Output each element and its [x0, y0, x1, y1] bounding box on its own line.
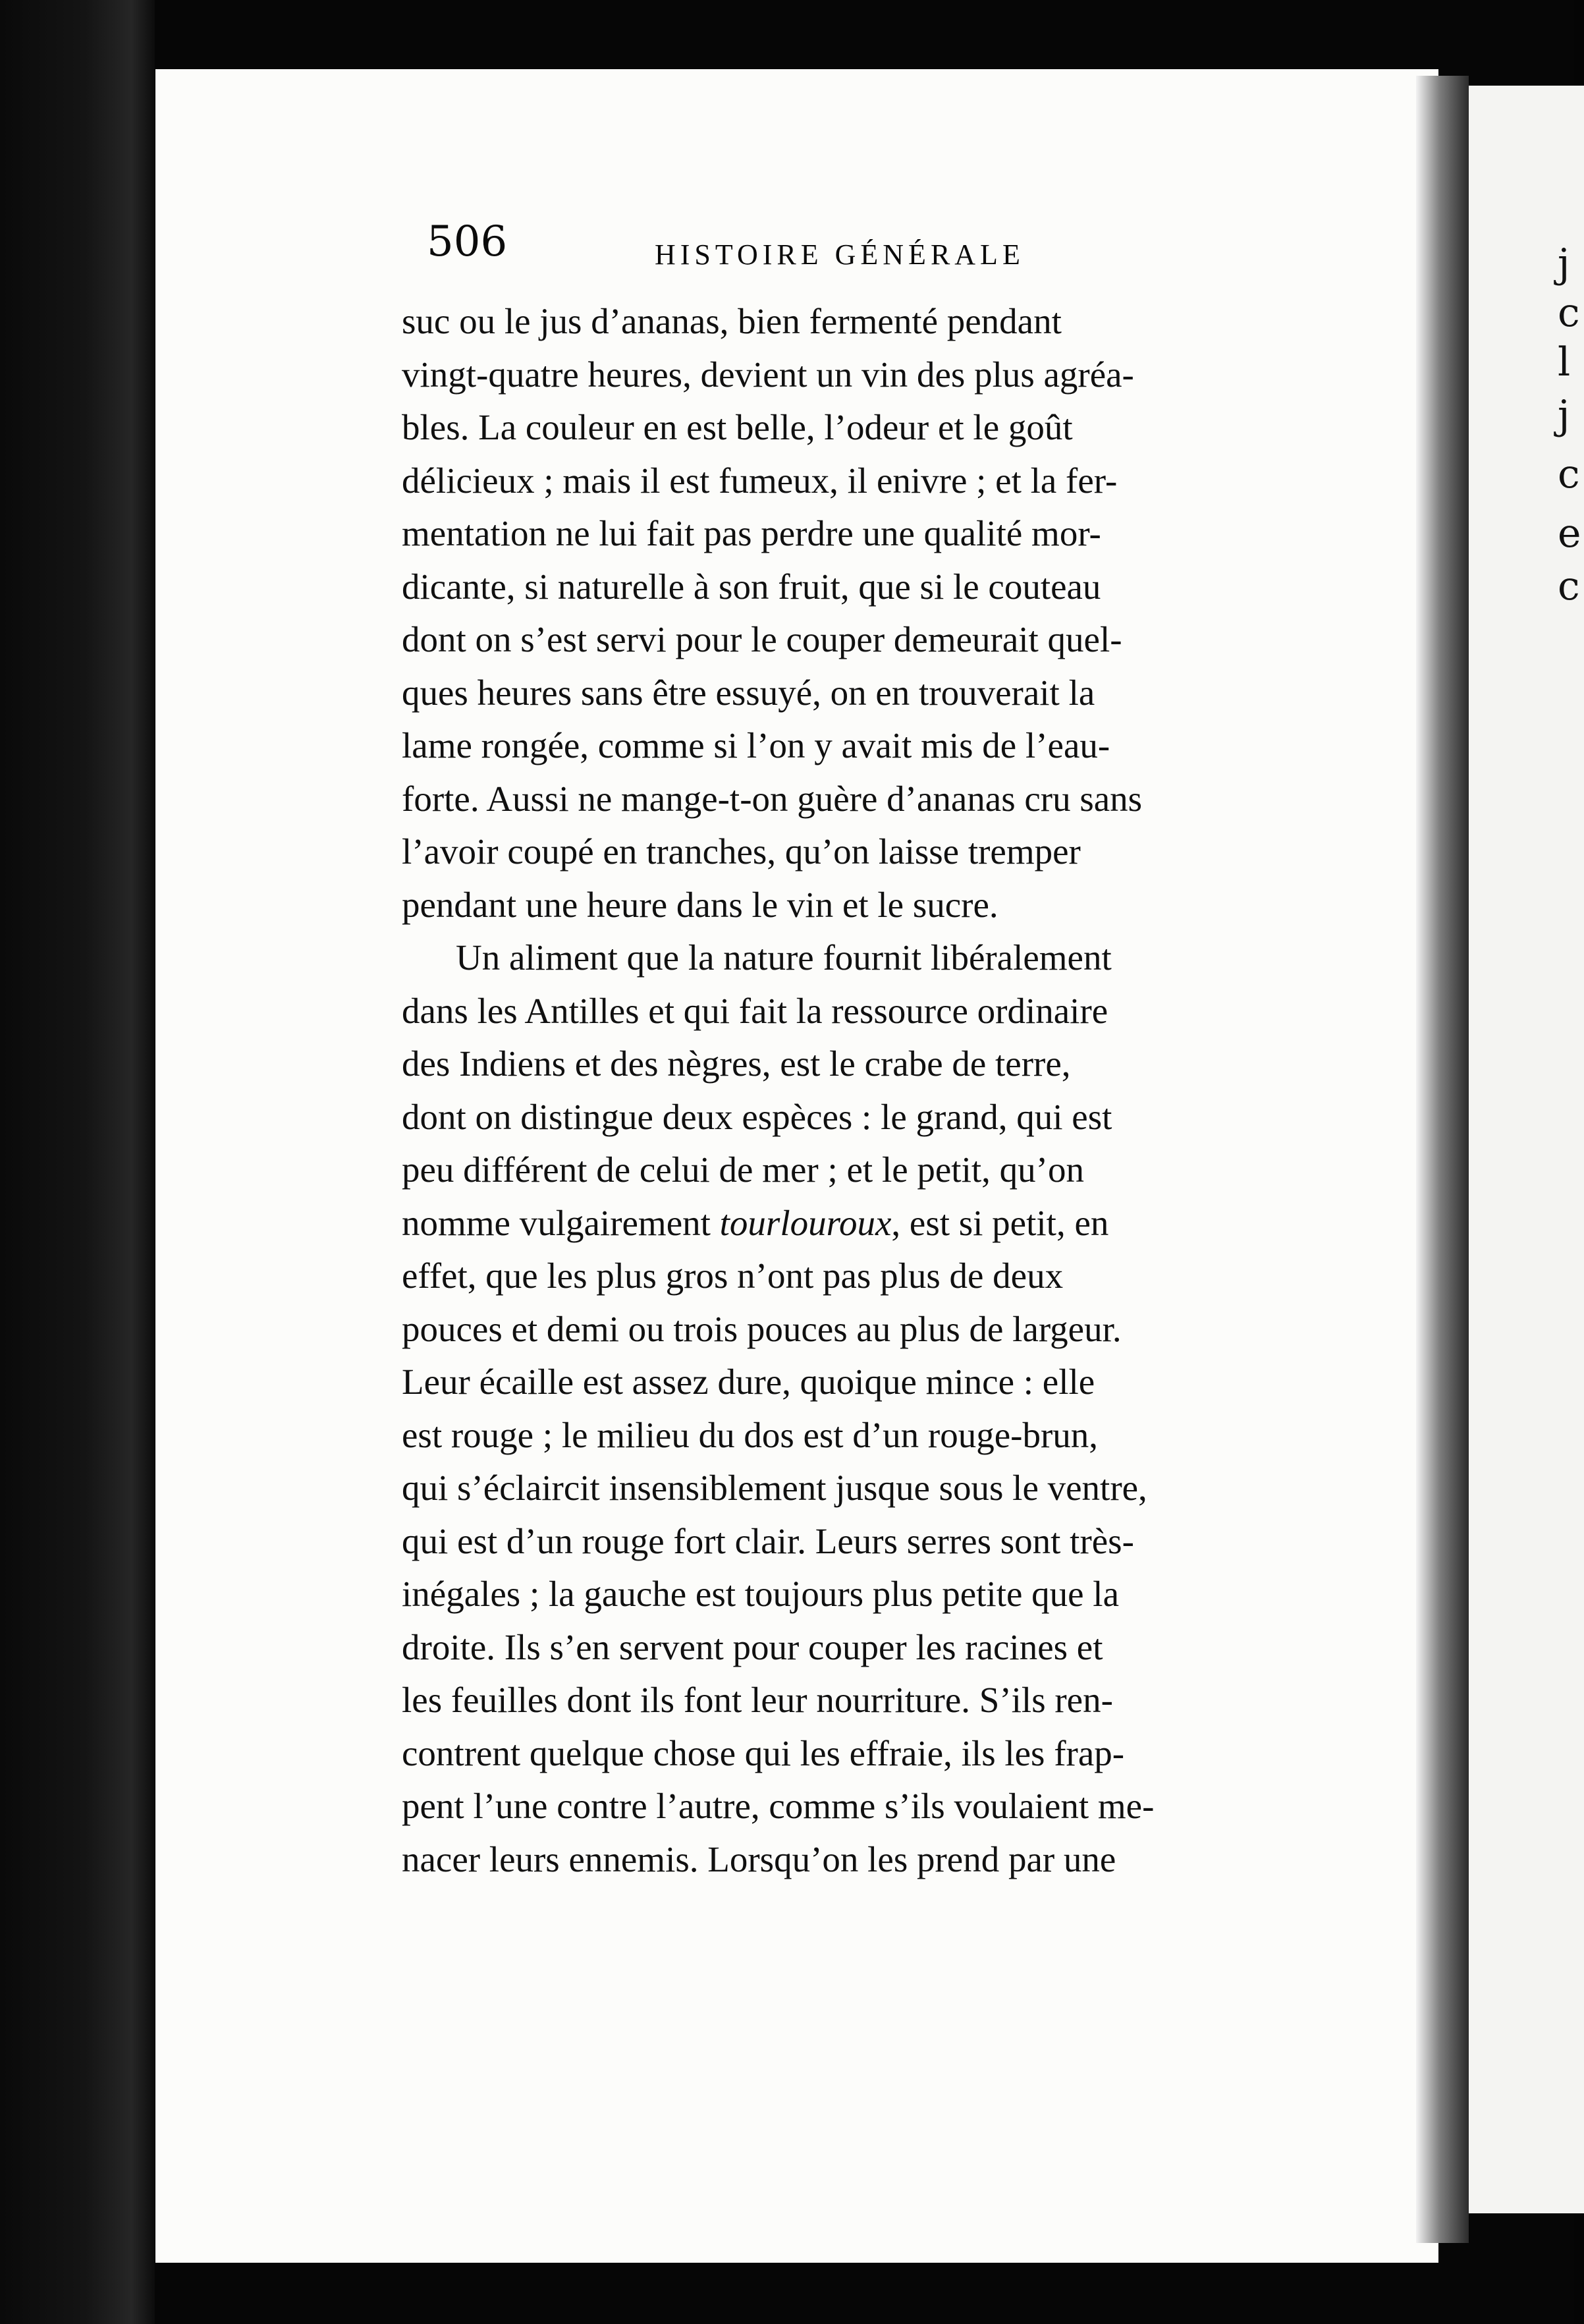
- text-line-content: les feuilles dont ils font leur nourriture. S’ils ren-: [402, 1680, 1113, 1720]
- facing-page-letter: j: [1558, 392, 1570, 438]
- text-line: [402, 1833, 1330, 1887]
- text-line: [402, 1515, 1330, 1568]
- text-line-content: qui est d’un rouge fort clair. Leurs serres sont très-: [402, 1520, 1134, 1561]
- facing-page-letter: c: [1558, 563, 1580, 609]
- text-line: [402, 879, 1330, 932]
- facing-page-letter: j: [1558, 240, 1570, 287]
- text-line: [402, 1780, 1330, 1833]
- page-header: [427, 217, 1349, 283]
- page-gutter: [1416, 76, 1469, 2243]
- facing-page-letter: c: [1558, 290, 1580, 336]
- italic-term: tourlouroux: [719, 1202, 892, 1243]
- text-line-content: délicieux ; mais il est fumeux, il enivre ; et la fer-: [402, 460, 1118, 501]
- text-line: [402, 1303, 1330, 1356]
- text-line-content: pouces et demi ou trois pouces au plus de largeur.: [402, 1308, 1122, 1349]
- text-line: [402, 1409, 1330, 1462]
- text-line-content: Leur écaille est assez dure, quoique mince : elle: [402, 1362, 1095, 1402]
- text-line: [402, 1674, 1330, 1727]
- text-line-content: forte. Aussi ne mange-t-on guère d’ananas cru sans: [402, 778, 1143, 819]
- text-line: [402, 1197, 1330, 1250]
- facing-page-letter: e: [1558, 511, 1581, 557]
- text-line-content: des Indiens et des nègres, est le crabe de terre,: [402, 1043, 1071, 1084]
- text-line-content: suc ou le jus d’ananas, bien fermenté pendant: [402, 301, 1062, 341]
- text-line-content: vingt-quatre heures, devient un vin des plus agréa-: [402, 354, 1134, 395]
- text-line-content: nomme vulgairement: [402, 1202, 711, 1243]
- page-number: 506: [427, 217, 508, 266]
- text-line: [402, 295, 1330, 348]
- text-line-content: dont on s’est servi pour le couper demeurait quel-: [402, 619, 1122, 659]
- text-line-content: dans les Antilles et qui fait la ressource ordinaire: [402, 990, 1108, 1031]
- body-text: [402, 295, 1330, 1886]
- text-line-content: mentation ne lui fait pas perdre une qualité mor-: [402, 513, 1101, 553]
- text-line: [402, 401, 1330, 455]
- text-line: [402, 1621, 1330, 1674]
- facing-page-letter: c: [1558, 451, 1580, 497]
- text-line-continuation: , est si petit, en: [891, 1202, 1109, 1243]
- text-line: [402, 931, 1330, 985]
- text-line-content: pent l’une contre l’autre, comme s’ils voulaient me-: [402, 1786, 1155, 1826]
- text-line-content: ques heures sans être essuyé, on en trouverait la: [402, 672, 1095, 713]
- text-line: [402, 825, 1330, 879]
- text-line-content: peu différent de celui de mer ; et le petit, qu’on: [402, 1149, 1084, 1190]
- text-line: [402, 1038, 1330, 1091]
- facing-page-letter: l: [1558, 339, 1571, 385]
- book-edge-shadow: [0, 0, 155, 2324]
- text-line: [402, 613, 1330, 667]
- text-line: [402, 719, 1330, 773]
- running-head: HISTOIRE GÉNÉRALE: [655, 238, 1025, 271]
- text-line: [402, 1091, 1330, 1144]
- text-line-content: dicante, si naturelle à son fruit, que si le couteau: [402, 566, 1101, 607]
- text-line: [402, 1727, 1330, 1781]
- text-line: [402, 1250, 1330, 1303]
- text-line: [402, 773, 1330, 826]
- text-line-content: l’avoir coupé en tranches, qu’on laisse tremper: [402, 831, 1081, 872]
- text-line: [402, 455, 1330, 508]
- text-line-content: contrent quelque chose qui les effraie, ils les frap-: [402, 1732, 1125, 1773]
- text-line: [402, 507, 1330, 561]
- text-line-content: nacer leurs ennemis. Lorsqu’on les prend par une: [402, 1839, 1116, 1879]
- text-line-content: bles. La couleur en est belle, l’odeur et le goût: [402, 407, 1073, 447]
- text-line-content: dont on distingue deux espèces : le grand, qui est: [402, 1096, 1112, 1137]
- text-line-content: droite. Ils s’en servent pour couper les racines et: [402, 1626, 1103, 1667]
- text-line-content: est rouge ; le milieu du dos est d’un rouge-brun,: [402, 1414, 1099, 1455]
- text-line: [402, 1462, 1330, 1515]
- text-line-content: lame rongée, comme si l’on y avait mis de l’eau-: [402, 725, 1110, 765]
- text-line-content: effet, que les plus gros n’ont pas plus de deux: [402, 1256, 1064, 1296]
- text-line-content: qui s’éclaircit insensiblement jusque sous le ventre,: [402, 1468, 1147, 1508]
- text-line: [402, 667, 1330, 720]
- text-line-content: Un aliment que la nature fournit libéralement: [456, 937, 1112, 978]
- text-line: [402, 1356, 1330, 1409]
- text-line: [402, 561, 1330, 614]
- text-line: [402, 348, 1330, 402]
- text-line: [402, 1144, 1330, 1197]
- text-line: [402, 1568, 1330, 1621]
- text-line-content: inégales ; la gauche est toujours plus petite que la: [402, 1574, 1119, 1614]
- text-line: [402, 985, 1330, 1038]
- facing-page-edge: [1469, 86, 1584, 2213]
- text-line-content: pendant une heure dans le vin et le sucre.: [402, 884, 998, 925]
